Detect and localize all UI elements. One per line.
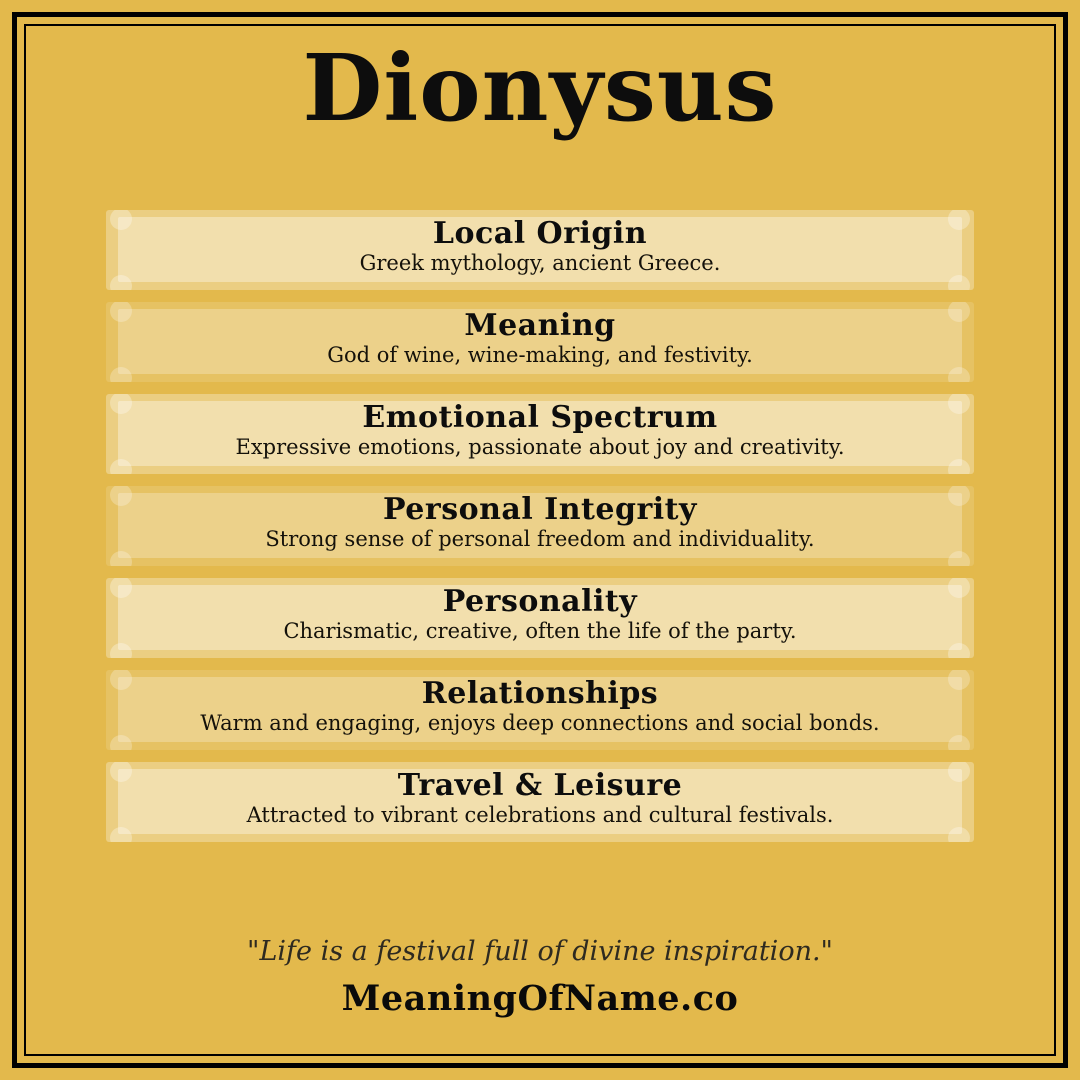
section-description: God of wine, wine-making, and festivity. xyxy=(327,343,753,367)
section-description: Greek mythology, ancient Greece. xyxy=(359,251,721,275)
section-description: Attracted to vibrant celebrations and cultural festivals. xyxy=(246,803,834,827)
section-heading: Personal Integrity xyxy=(383,492,697,527)
brand-name: MeaningOfName.co xyxy=(341,978,739,1019)
section-card-personal-integrity xyxy=(106,486,974,566)
card-text xyxy=(106,210,974,290)
section-heading: Personality xyxy=(442,584,638,619)
card-text xyxy=(106,578,974,658)
section-card-personality xyxy=(106,578,974,658)
section-heading: Meaning xyxy=(464,308,616,343)
section-description: Expressive emotions, passionate about joy and creativity. xyxy=(235,435,845,459)
quote-text: "Life is a festival full of divine inspiration." xyxy=(247,936,833,967)
section-heading: Travel & Leisure xyxy=(397,768,683,803)
section-heading: Local Origin xyxy=(432,216,648,251)
section-description: Strong sense of personal freedom and individuality. xyxy=(265,527,815,551)
card-text xyxy=(106,394,974,474)
section-card-local-origin xyxy=(106,210,974,290)
section-description: Warm and engaging, enjoys deep connections and social bonds. xyxy=(200,711,880,735)
card-text xyxy=(106,486,974,566)
page-title: Dionysus xyxy=(302,34,778,142)
section-card-meaning xyxy=(106,302,974,382)
section-card-travel-leisure xyxy=(106,762,974,842)
section-heading: Relationships xyxy=(421,676,659,711)
sections-list xyxy=(106,210,974,842)
section-description: Charismatic, creative, often the life of the party. xyxy=(283,619,797,643)
card-text xyxy=(106,302,974,382)
section-card-relationships xyxy=(106,670,974,750)
card-text xyxy=(106,762,974,842)
section-heading: Emotional Spectrum xyxy=(362,400,718,435)
card-text xyxy=(106,670,974,750)
section-card-emotional-spectrum xyxy=(106,394,974,474)
